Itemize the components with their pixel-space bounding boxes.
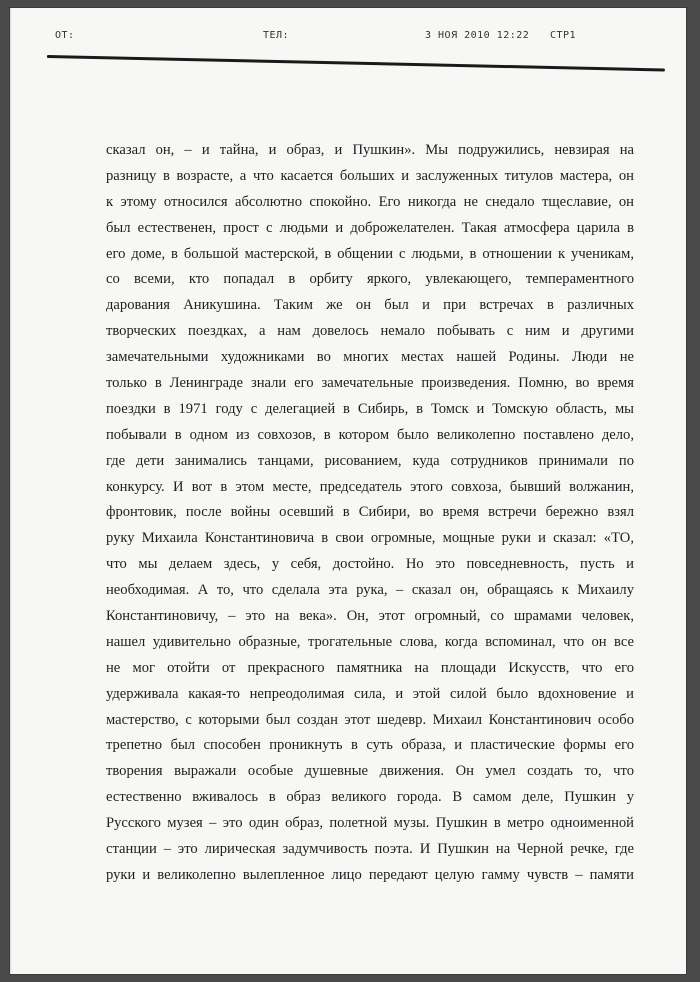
- text-line: Константиновичу, – это на века». Он, этот огромный, со шрамами человек,: [106, 608, 634, 625]
- text-line: фронтовик, после войны осевший в Сибири, во время встречи бережно взял: [106, 504, 634, 521]
- text-line: к этому относился абсолютно спокойно. Его никогда не снедало тщеславие, он: [106, 193, 634, 210]
- text-line: Русского музея – это один образ, полетной музы. Пушкин в метро одноименной: [106, 815, 634, 832]
- header-divider-line: [47, 55, 665, 71]
- text-line: необходимая. А то, что сделала эта рука, – сказал он, обращаясь к Михаилу: [106, 582, 634, 599]
- scan-edge: [10, 8, 12, 974]
- text-line: нашел удивительно образные, трогательные слова, когда вспоминал, что он все: [106, 633, 634, 650]
- text-line: мастерство, с которыми был создан этот шедевр. Михаил Константинович особо: [106, 711, 634, 728]
- text-line: сказал он, – и тайна, и образ, и Пушкин». Мы подружились, невзирая на: [106, 142, 634, 158]
- fax-page: [10, 8, 686, 974]
- fax-header-tel: ТЕЛ:: [263, 30, 290, 41]
- text-line: руки и великолепно вылепленное лицо передают целую гамму чувств – памяти: [106, 866, 634, 883]
- text-line: станции – это лирическая задумчивость поэта. И Пушкин на Черной речке, где: [106, 841, 634, 858]
- text-line: со всеми, кто попадал в орбиту яркого, увлекающего, темпераментного: [106, 271, 634, 288]
- text-line: конкурсу. И вот в этом месте, председатель этого совхоза, бывший волжанин,: [106, 478, 634, 495]
- text-line: только в Ленинграде знали его замечательные произведения. Помню, во время: [106, 375, 634, 392]
- text-line: не мог отойти от прекрасного памятника на площади Искусств, что его: [106, 659, 634, 676]
- fax-header-page: СТР1: [550, 30, 577, 41]
- text-line: руку Михаила Константиновича в свои огромные, мощные руки и сказал: «ТО,: [106, 530, 634, 547]
- text-line: где дети занимались танцами, рисованием, куда сотрудников принимали по: [106, 452, 634, 469]
- text-line: разницу в возрасте, а что касается больших и заслуженных титулов мастера, он: [106, 167, 634, 184]
- fax-header: [10, 30, 686, 46]
- fax-header-from: ОТ:: [55, 30, 75, 41]
- text-line: творческих поездках, а нам довелось немало побывать с ним и другими: [106, 323, 634, 340]
- text-line: его доме, в большой мастерской, в общении с людьми, в отношении к ученикам,: [106, 245, 634, 262]
- text-line: был естественен, прост с людьми и доброжелателен. Такая атмосфера царила в: [106, 219, 634, 236]
- text-line: что мы делаем здесь, у себя, достойно. Но это повседневность, пусть и: [106, 556, 634, 573]
- fax-header-date-time: 3 НОЯ 2010 12:22: [425, 30, 530, 41]
- text-line: побывали в одном из совхозов, в котором было великолепно поставлено дело,: [106, 426, 634, 443]
- document-body: [106, 138, 634, 889]
- text-line: дарования Аникушина. Таким же он был и при встречах в различных: [106, 297, 634, 314]
- text-line: трепетно был способен проникнуть в суть образа, и пластические формы его: [106, 737, 634, 754]
- text-line: поездки в 1971 году с делегацией в Сибирь, в Томск и Томскую область, мы: [106, 400, 634, 417]
- text-line: естественно вживалось в образ великого города. В самом деле, Пушкин у: [106, 789, 634, 806]
- text-line: удерживала какая-то непреодолимая сила, и этой силой было вдохновение и: [106, 685, 634, 702]
- text-line: творения выражали особые душевные движения. Он умел создать то, что: [106, 763, 634, 780]
- text-line: замечательными художниками во многих местах нашей Родины. Люди не: [106, 349, 634, 366]
